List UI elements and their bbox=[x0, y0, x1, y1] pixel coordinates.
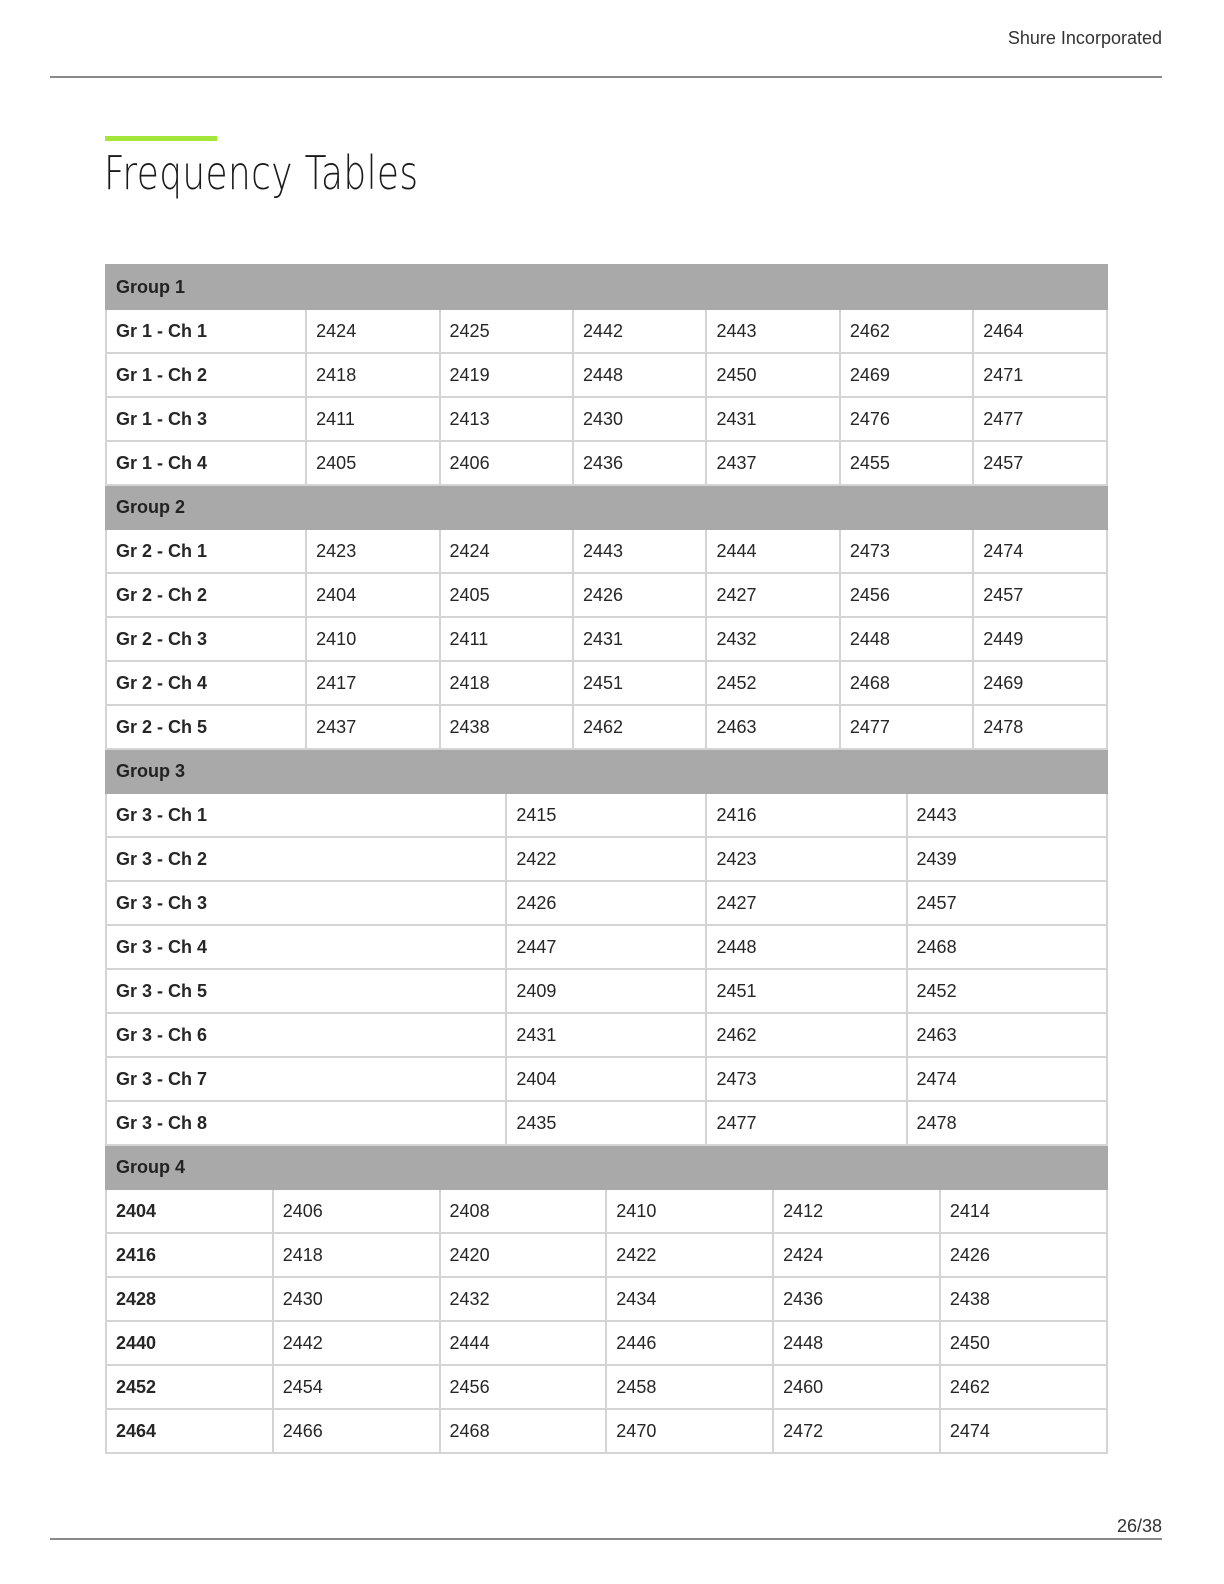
frequency-cell: 2422 bbox=[606, 1233, 773, 1277]
frequency-cell: 2473 bbox=[706, 1057, 906, 1101]
frequency-cell: 2424 bbox=[773, 1233, 940, 1277]
frequency-cell: 2448 bbox=[573, 353, 706, 397]
table-row bbox=[106, 573, 1107, 617]
frequency-cell: 2470 bbox=[606, 1409, 773, 1453]
channel-label: Gr 1 - Ch 2 bbox=[106, 353, 306, 397]
frequency-cell: 2431 bbox=[706, 397, 839, 441]
frequency-cell: 2456 bbox=[840, 573, 973, 617]
frequency-cell: 2469 bbox=[840, 353, 973, 397]
frequency-cell: 2424 bbox=[440, 529, 573, 573]
frequency-cell: 2477 bbox=[706, 1101, 906, 1145]
frequency-cell: 2438 bbox=[940, 1277, 1107, 1321]
channel-label: Gr 2 - Ch 5 bbox=[106, 705, 306, 749]
group-header-row bbox=[106, 265, 1107, 309]
frequency-cell: 2478 bbox=[973, 705, 1107, 749]
table-row bbox=[106, 837, 1107, 881]
frequency-cell: 2417 bbox=[306, 661, 439, 705]
frequency-cell: 2423 bbox=[706, 837, 906, 881]
frequency-cell: 2437 bbox=[306, 705, 439, 749]
frequency-cell: 2452 bbox=[706, 661, 839, 705]
frequency-cell: 2443 bbox=[706, 309, 839, 353]
frequency-cell: 2457 bbox=[973, 573, 1107, 617]
frequency-cell: 2449 bbox=[973, 617, 1107, 661]
frequency-cell: 2460 bbox=[773, 1365, 940, 1409]
frequency-cell: 2462 bbox=[573, 705, 706, 749]
frequency-cell: 2447 bbox=[506, 925, 706, 969]
table-row bbox=[106, 1101, 1107, 1145]
frequency-cell: 2464 bbox=[973, 309, 1107, 353]
frequency-cell: 2431 bbox=[573, 617, 706, 661]
channel-label: Gr 3 - Ch 7 bbox=[106, 1057, 506, 1101]
frequency-cell: 2418 bbox=[440, 661, 573, 705]
frequency-cell: 2405 bbox=[440, 573, 573, 617]
channel-label: Gr 2 - Ch 3 bbox=[106, 617, 306, 661]
group-header-row bbox=[106, 1145, 1107, 1189]
frequency-cell: 2436 bbox=[573, 441, 706, 485]
channel-label: 2416 bbox=[106, 1233, 273, 1277]
frequency-cell: 2411 bbox=[306, 397, 439, 441]
frequency-cell: 2419 bbox=[440, 353, 573, 397]
channel-label: Gr 1 - Ch 4 bbox=[106, 441, 306, 485]
frequency-cell: 2426 bbox=[573, 573, 706, 617]
frequency-cell: 2437 bbox=[706, 441, 839, 485]
footer-divider bbox=[50, 1538, 1162, 1540]
channel-label: Gr 3 - Ch 4 bbox=[106, 925, 506, 969]
frequency-cell: 2450 bbox=[940, 1321, 1107, 1365]
frequency-cell: 2425 bbox=[440, 309, 573, 353]
table-row bbox=[106, 309, 1107, 353]
frequency-cell: 2466 bbox=[273, 1409, 440, 1453]
channel-label: Gr 3 - Ch 1 bbox=[106, 793, 506, 837]
frequency-cell: 2471 bbox=[973, 353, 1107, 397]
channel-label: Gr 1 - Ch 3 bbox=[106, 397, 306, 441]
table-row bbox=[106, 1013, 1107, 1057]
frequency-cell: 2473 bbox=[840, 529, 973, 573]
company-name: Shure Incorporated bbox=[1007, 28, 1162, 48]
frequency-cell: 2457 bbox=[907, 881, 1107, 925]
frequency-cell: 2472 bbox=[773, 1409, 940, 1453]
frequency-cell: 2423 bbox=[306, 529, 439, 573]
frequency-cell: 2411 bbox=[440, 617, 573, 661]
channel-label: 2464 bbox=[106, 1409, 273, 1453]
frequency-cell: 2412 bbox=[773, 1189, 940, 1233]
table-row bbox=[106, 1057, 1107, 1101]
frequency-table bbox=[105, 264, 1108, 1454]
table-row bbox=[106, 397, 1107, 441]
frequency-cell: 2430 bbox=[573, 397, 706, 441]
frequency-cell: 2418 bbox=[273, 1233, 440, 1277]
page-title: Frequency Tables bbox=[104, 146, 419, 200]
frequency-cell: 2468 bbox=[440, 1409, 607, 1453]
frequency-cell: 2476 bbox=[840, 397, 973, 441]
frequency-cell: 2448 bbox=[773, 1321, 940, 1365]
channel-label: 2428 bbox=[106, 1277, 273, 1321]
frequency-cell: 2438 bbox=[440, 705, 573, 749]
group-title: Group 2 bbox=[106, 485, 1107, 529]
frequency-cell: 2432 bbox=[440, 1277, 607, 1321]
frequency-cell: 2434 bbox=[606, 1277, 773, 1321]
table-row bbox=[106, 925, 1107, 969]
frequency-cell: 2430 bbox=[273, 1277, 440, 1321]
frequency-cell: 2463 bbox=[907, 1013, 1107, 1057]
frequency-cell: 2474 bbox=[907, 1057, 1107, 1101]
channel-label: Gr 3 - Ch 6 bbox=[106, 1013, 506, 1057]
frequency-cell: 2439 bbox=[907, 837, 1107, 881]
group-title: Group 1 bbox=[106, 265, 1107, 309]
frequency-cell: 2406 bbox=[440, 441, 573, 485]
frequency-cell: 2448 bbox=[840, 617, 973, 661]
frequency-cell: 2474 bbox=[973, 529, 1107, 573]
table-row bbox=[106, 793, 1107, 837]
channel-label: Gr 1 - Ch 1 bbox=[106, 309, 306, 353]
frequency-cell: 2404 bbox=[506, 1057, 706, 1101]
frequency-cell: 2456 bbox=[440, 1365, 607, 1409]
group-header-row bbox=[106, 749, 1107, 793]
frequency-cell: 2408 bbox=[440, 1189, 607, 1233]
table-row bbox=[106, 617, 1107, 661]
frequency-cell: 2469 bbox=[973, 661, 1107, 705]
frequency-cell: 2450 bbox=[706, 353, 839, 397]
table-row bbox=[106, 1233, 1107, 1277]
channel-label: 2440 bbox=[106, 1321, 273, 1365]
frequency-cell: 2435 bbox=[506, 1101, 706, 1145]
frequency-cell: 2413 bbox=[440, 397, 573, 441]
frequency-cell: 2468 bbox=[840, 661, 973, 705]
frequency-cell: 2458 bbox=[606, 1365, 773, 1409]
frequency-cell: 2427 bbox=[706, 881, 906, 925]
frequency-cell: 2410 bbox=[306, 617, 439, 661]
frequency-cell: 2452 bbox=[907, 969, 1107, 1013]
channel-label: 2452 bbox=[106, 1365, 273, 1409]
group-title: Group 3 bbox=[106, 749, 1107, 793]
frequency-cell: 2448 bbox=[706, 925, 906, 969]
frequency-cell: 2444 bbox=[440, 1321, 607, 1365]
frequency-cell: 2415 bbox=[506, 793, 706, 837]
table-row bbox=[106, 969, 1107, 1013]
table-row bbox=[106, 529, 1107, 573]
table-row bbox=[106, 881, 1107, 925]
table-row bbox=[106, 661, 1107, 705]
frequency-cell: 2416 bbox=[706, 793, 906, 837]
table-row bbox=[106, 353, 1107, 397]
table-row bbox=[106, 441, 1107, 485]
frequency-cell: 2424 bbox=[306, 309, 439, 353]
channel-label: 2404 bbox=[106, 1189, 273, 1233]
frequency-cell: 2422 bbox=[506, 837, 706, 881]
channel-label: Gr 3 - Ch 5 bbox=[106, 969, 506, 1013]
frequency-cell: 2474 bbox=[940, 1409, 1107, 1453]
table-row bbox=[106, 1409, 1107, 1453]
frequency-cell: 2462 bbox=[706, 1013, 906, 1057]
frequency-cell: 2418 bbox=[306, 353, 439, 397]
frequency-cell: 2426 bbox=[940, 1233, 1107, 1277]
table-row bbox=[106, 1277, 1107, 1321]
frequency-cell: 2446 bbox=[606, 1321, 773, 1365]
frequency-cell: 2443 bbox=[573, 529, 706, 573]
frequency-cell: 2404 bbox=[306, 573, 439, 617]
frequency-cell: 2444 bbox=[706, 529, 839, 573]
frequency-cell: 2451 bbox=[573, 661, 706, 705]
frequency-cell: 2462 bbox=[940, 1365, 1107, 1409]
channel-label: Gr 3 - Ch 3 bbox=[106, 881, 506, 925]
page-number: 26/38 bbox=[1116, 1516, 1162, 1536]
channel-label: Gr 3 - Ch 8 bbox=[106, 1101, 506, 1145]
frequency-cell: 2409 bbox=[506, 969, 706, 1013]
frequency-cell: 2431 bbox=[506, 1013, 706, 1057]
frequency-cell: 2426 bbox=[506, 881, 706, 925]
header-divider bbox=[50, 76, 1162, 78]
frequency-cell: 2457 bbox=[973, 441, 1107, 485]
channel-label: Gr 2 - Ch 1 bbox=[106, 529, 306, 573]
group-header-row bbox=[106, 485, 1107, 529]
table-row bbox=[106, 1321, 1107, 1365]
frequency-cell: 2410 bbox=[606, 1189, 773, 1233]
frequency-cell: 2427 bbox=[706, 573, 839, 617]
frequency-cell: 2405 bbox=[306, 441, 439, 485]
frequency-cell: 2454 bbox=[273, 1365, 440, 1409]
frequency-cell: 2406 bbox=[273, 1189, 440, 1233]
frequency-cell: 2442 bbox=[273, 1321, 440, 1365]
title-accent-bar bbox=[105, 136, 217, 141]
frequency-cell: 2442 bbox=[573, 309, 706, 353]
frequency-cell: 2420 bbox=[440, 1233, 607, 1277]
table-row bbox=[106, 1189, 1107, 1233]
frequency-cell: 2477 bbox=[840, 705, 973, 749]
channel-label: Gr 2 - Ch 2 bbox=[106, 573, 306, 617]
table-row bbox=[106, 705, 1107, 749]
frequency-cell: 2451 bbox=[706, 969, 906, 1013]
frequency-cell: 2462 bbox=[840, 309, 973, 353]
group-title: Group 4 bbox=[106, 1145, 1107, 1189]
frequency-cell: 2414 bbox=[940, 1189, 1107, 1233]
frequency-cell: 2463 bbox=[706, 705, 839, 749]
frequency-cell: 2443 bbox=[907, 793, 1107, 837]
frequency-cell: 2432 bbox=[706, 617, 839, 661]
table-row bbox=[106, 1365, 1107, 1409]
frequency-cell: 2478 bbox=[907, 1101, 1107, 1145]
frequency-cell: 2455 bbox=[840, 441, 973, 485]
frequency-cell: 2436 bbox=[773, 1277, 940, 1321]
channel-label: Gr 3 - Ch 2 bbox=[106, 837, 506, 881]
frequency-cell: 2468 bbox=[907, 925, 1107, 969]
channel-label: Gr 2 - Ch 4 bbox=[106, 661, 306, 705]
frequency-cell: 2477 bbox=[973, 397, 1107, 441]
